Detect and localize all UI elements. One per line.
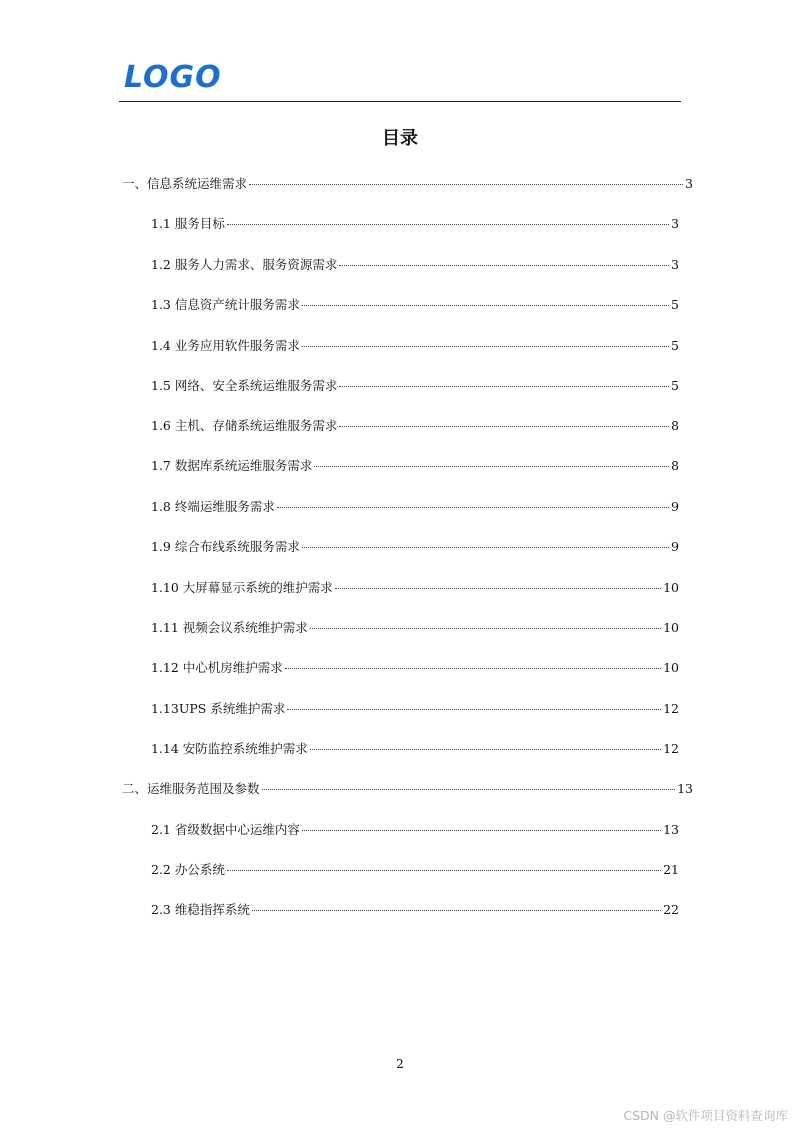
toc-entry-label: 2.2 办公系统: [151, 862, 225, 877]
toc-leader-dots: [227, 869, 661, 871]
toc-entry[interactable]: [151, 378, 679, 394]
toc-entry[interactable]: [151, 902, 679, 918]
toc-entry-label: 1.8 终端运维服务需求: [151, 499, 275, 514]
toc-entry-page: 8: [671, 418, 679, 433]
toc-entry-page: 12: [663, 741, 679, 756]
toc-leader-dots: [287, 708, 661, 710]
toc-entry-page: 8: [671, 458, 679, 473]
toc-leader-dots: [249, 183, 683, 185]
toc-entry-page: 13: [663, 822, 679, 837]
toc-entry-label: 2.3 维稳指挥系统: [151, 902, 250, 917]
toc-entry-label: 1.3 信息资产统计服务需求: [151, 297, 300, 312]
toc-entry[interactable]: [151, 297, 679, 313]
toc-entry-page: 9: [671, 539, 679, 554]
toc-entry[interactable]: [151, 539, 679, 555]
toc-entry-label: 1.2 服务人力需求、服务资源需求: [151, 257, 338, 272]
toc-entry-label: 1.9 综合布线系统服务需求: [151, 539, 300, 554]
toc-entry[interactable]: [151, 458, 679, 474]
toc-entry-label: 1.11 视频会议系统维护需求: [151, 620, 308, 635]
toc-entry-label: 1.7 数据库系统运维服务需求: [151, 458, 313, 473]
toc-leader-dots: [314, 465, 669, 467]
toc-leader-dots: [310, 627, 661, 629]
toc-entry-page: 22: [663, 902, 679, 917]
toc-entry-page: 3: [671, 257, 679, 272]
toc-leader-dots: [302, 546, 669, 548]
toc-leader-dots: [252, 909, 661, 911]
toc-entry-page: 10: [663, 620, 679, 635]
toc-leader-dots: [310, 748, 661, 750]
toc-entry[interactable]: [151, 741, 679, 757]
toc-entry-page: 5: [671, 297, 679, 312]
toc-entry-label: 1.14 安防监控系统维护需求: [151, 741, 308, 756]
toc-entry-page: 3: [671, 216, 679, 231]
toc-leader-dots: [262, 788, 676, 790]
watermark: CSDN @软件项目资料查询库: [623, 1108, 788, 1123]
toc-entry-label: 1.12 中心机房维护需求: [151, 660, 283, 675]
toc-entry[interactable]: [151, 862, 679, 878]
page-number: 2: [396, 1057, 404, 1071]
toc-entry-page: 12: [663, 701, 679, 716]
toc-entry[interactable]: [151, 701, 679, 717]
toc-entry[interactable]: [151, 660, 679, 676]
toc-leader-dots: [339, 385, 669, 387]
toc-entry[interactable]: [151, 338, 679, 354]
toc-entry[interactable]: [122, 781, 693, 797]
toc-entry[interactable]: [151, 216, 679, 232]
toc-entry[interactable]: [151, 418, 679, 434]
toc-entry-label: 1.6 主机、存储系统运维服务需求: [151, 418, 338, 433]
toc-leader-dots: [339, 425, 669, 427]
toc-leader-dots: [339, 264, 669, 266]
toc-entry[interactable]: [151, 257, 679, 273]
toc-leader-dots: [335, 587, 661, 589]
toc-entry[interactable]: [151, 580, 679, 596]
toc-entry-label: 2.1 省级数据中心运维内容: [151, 822, 300, 837]
toc-entry[interactable]: [122, 176, 693, 192]
toc-leader-dots: [302, 304, 669, 306]
toc-entry-page: 21: [663, 862, 679, 877]
toc-leader-dots: [277, 506, 669, 508]
toc-entry-label: 1.13UPS 系统维护需求: [151, 701, 286, 716]
toc-entry[interactable]: [151, 499, 679, 515]
toc-entry-label: 1.10 大屏幕显示系统的维护需求: [151, 580, 333, 595]
toc-entry-page: 10: [663, 580, 679, 595]
toc-entry-page: 13: [677, 781, 693, 796]
toc-entry-label: 1.4 业务应用软件服务需求: [151, 338, 300, 353]
header-rule: [119, 101, 681, 102]
toc-entry-label: 1.1 服务目标: [151, 216, 225, 231]
toc-entry-page: 5: [671, 338, 679, 353]
toc-leader-dots: [302, 829, 661, 831]
toc-entry[interactable]: [151, 822, 679, 838]
toc-entry-page: 5: [671, 378, 679, 393]
toc-leader-dots: [285, 667, 661, 669]
toc-leader-dots: [227, 223, 669, 225]
toc-entry[interactable]: [151, 620, 679, 636]
toc-title: 目录: [382, 128, 418, 149]
toc-entry-page: 10: [663, 660, 679, 675]
toc-entry-page: 3: [685, 176, 693, 191]
toc-entry-label: 一、信息系统运维需求: [122, 176, 248, 191]
toc-entry-label: 二、运维服务范围及参数: [122, 781, 260, 796]
toc-entry-page: 9: [671, 499, 679, 514]
toc-entry-label: 1.5 网络、安全系统运维服务需求: [151, 378, 338, 393]
logo: LOGO: [124, 60, 222, 95]
toc-leader-dots: [302, 345, 669, 347]
